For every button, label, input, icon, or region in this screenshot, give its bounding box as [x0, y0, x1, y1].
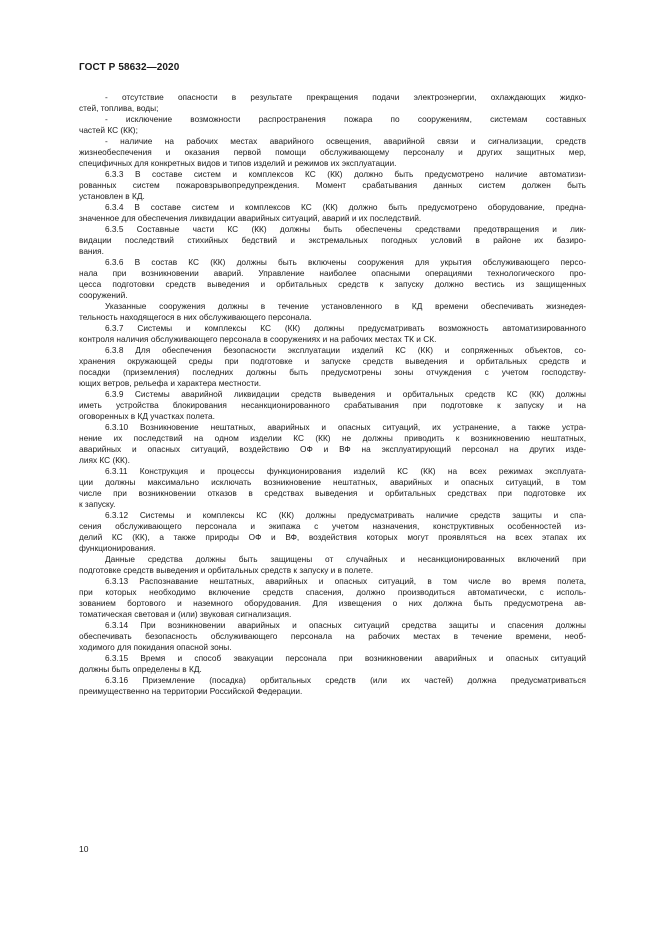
- text-line: 6.3.14 При возникновении аварийных и опасных ситуаций средства защиты и спасения должны: [105, 620, 586, 630]
- text-line: нение их последствий на одном изделии КС (КК) не должны приводить к возникновению нештатных,: [79, 433, 586, 443]
- text-line: ходимого для покидания опасной зоны.: [79, 642, 232, 652]
- text-line: к запуску.: [79, 499, 116, 509]
- text-line: хранения окружающей среды при подготовке и запуске средств выведения и орбитальных средств и: [79, 356, 586, 366]
- text-line: 6.3.11 Конструкция и процессы функционирования изделий КС (КК) на всех режимах эксплуата-: [105, 466, 586, 476]
- document-header: ГОСТ Р 58632—2020: [79, 62, 180, 73]
- text-line: контроля наличия обслуживающего персонала в сооружениях и на рабочих местах ТК и СК.: [79, 334, 437, 344]
- text-line: Данные средства должны быть защищены от случайных и несанкционированных включений при: [105, 554, 586, 564]
- text-line: должны быть определены в КД.: [79, 664, 202, 674]
- text-line: 6.3.10 Возникновение нештатных, аварийных и опасных ситуаций, их устранение, а также устра-: [105, 422, 586, 432]
- text-line: 6.3.12 Системы и комплексы КС (КК) должны предусматривать наличие средств защиты и спа-: [105, 510, 586, 520]
- text-line: числе при возникновении отказов в средствах выведения и орбитальных средствах при подготовке их: [79, 488, 586, 498]
- text-line: делий КС (КК), а также природы ОФ и ВФ, воздействия которых могут проявляться на всех этапах их: [79, 532, 586, 542]
- text-line: при которых необходимо включение средств спасения, должно производиться автоматически, с исполь-: [79, 587, 586, 597]
- text-line: - отсутствие опасности в результате прекращения подачи электроэнергии, охлаждающих жидко-: [105, 92, 586, 102]
- text-line: жизнеобеспечения и оказания первой помощи обслуживающему персоналу и других защитных мер,: [79, 147, 586, 157]
- document-body: [79, 92, 586, 697]
- text-line: установлен в КД.: [79, 191, 145, 201]
- text-line: ции должны максимально исключать возникновение нештатных, аварийных и опасных ситуаций, в том: [79, 477, 586, 487]
- text-line: 6.3.7 Системы и комплексы КС (КК) должны предусматривать возможность автоматизированного: [105, 323, 586, 333]
- text-line: иметь устройства блокирования несанкционированного срабатывания при подготовке к запуску и на: [79, 400, 586, 410]
- text-line: функционирования.: [79, 543, 156, 553]
- text-line: видации последствий стихийных бедствий и экстремальных погодных условий в районе их базиро-: [79, 235, 586, 245]
- text-line: преимущественно на территории Российской Федерации.: [79, 686, 303, 696]
- text-line: обеспечивать безопасность обслуживающего персонала на рабочих местах в течение времени, необ-: [79, 631, 586, 641]
- text-line: - наличие на рабочих местах аварийного освещения, аварийной связи и сигнализации, средств: [105, 136, 586, 146]
- text-line: стей, топлива, воды;: [79, 103, 159, 113]
- text-line: 6.3.4 В составе систем и комплексов КС (КК) должно быть предусмотрено оборудование, предна-: [105, 202, 586, 212]
- text-line: 6.3.16 Приземление (посадка) орбитальных средств (или их частей) должна предусматриваться: [105, 675, 586, 685]
- text-line: 6.3.9 Системы аварийной ликвидации средств выведения и орбитальных средств КС (КК) должны: [105, 389, 586, 399]
- text-line: ющих ветров, рельефа и характера местности.: [79, 378, 262, 388]
- text-line: зованием бортового и наземного оборудования. Для извещения о них должна быть предусмотрена ав-: [79, 598, 586, 608]
- text-line: нала при возникновении аварий. Управление наиболее опасными операциями технологического про-: [79, 268, 586, 278]
- text-line: 6.3.3 В составе систем и комплексов КС (КК) должно быть предусмотрено наличие автоматизи-: [105, 169, 586, 179]
- text-line: тельность находящегося в них обслуживающего персонала.: [79, 312, 312, 322]
- text-line: частей КС (КК);: [79, 125, 138, 135]
- text-line: лиях КС (КК).: [79, 455, 130, 465]
- text-line: оговоренных в КД участках полета.: [79, 411, 215, 421]
- text-line: рованных систем пожаровзрывопредупреждения. Момент срабатывания данных систем должен быть: [79, 180, 586, 190]
- text-line: значенное для обеспечения ликвидации аварийных ситуаций, аварий и их последствий.: [79, 213, 422, 223]
- text-line: сения обслуживающего персонала и экипажа с учетом назначения, конструктивных особенностей из-: [79, 521, 586, 531]
- page-number: 10: [79, 844, 89, 854]
- text-line: 6.3.8 Для обеспечения безопасности эксплуатации изделий КС (КК) и сопряженных объектов, со-: [105, 345, 586, 355]
- text-line: вания.: [79, 246, 104, 256]
- text-line: 6.3.5 Составные части КС (КК) должны быть обеспечены средствами предотвращения и лик-: [105, 224, 586, 234]
- text-line: посадки (приземления) последних должны быть предусмотрены зоны отчуждения с учетом господству-: [79, 367, 586, 377]
- text-line: 6.3.13 Распознавание нештатных, аварийных и опасных ситуаций, в том числе во время полета,: [105, 576, 586, 586]
- text-line: Указанные сооружения должны в течение установленного в КД времени обеспечивать жизнедея-: [105, 301, 586, 311]
- text-line: сооружений.: [79, 290, 128, 300]
- text-line: томатическая световая и (или) звуковая сигнализация.: [79, 609, 292, 619]
- text-line: цесса подготовки средств выведения и орбитальных средств к запуску должно вестись из защищенных: [79, 279, 586, 289]
- text-line: - исключение возможности распространения пожара по сооружениям, системам составных: [105, 114, 586, 124]
- text-line: 6.3.6 В состав КС (КК) должны быть включены сооружения для укрытия обслуживающего персо-: [105, 257, 586, 267]
- text-line: аварийных и опасных ситуаций, воздействию ОФ и ВФ на эксплуатирующий персонал на других изде-: [79, 444, 586, 454]
- text-line: 6.3.15 Время и способ эвакуации персонала при возникновении аварийных и опасных ситуаций: [105, 653, 586, 663]
- text-line: подготовке средств выведения и орбитальных средств к запуску и в полете.: [79, 565, 374, 575]
- text-line: специфичных для конкретных видов и типов изделий и режимов их эксплуатации.: [79, 158, 397, 168]
